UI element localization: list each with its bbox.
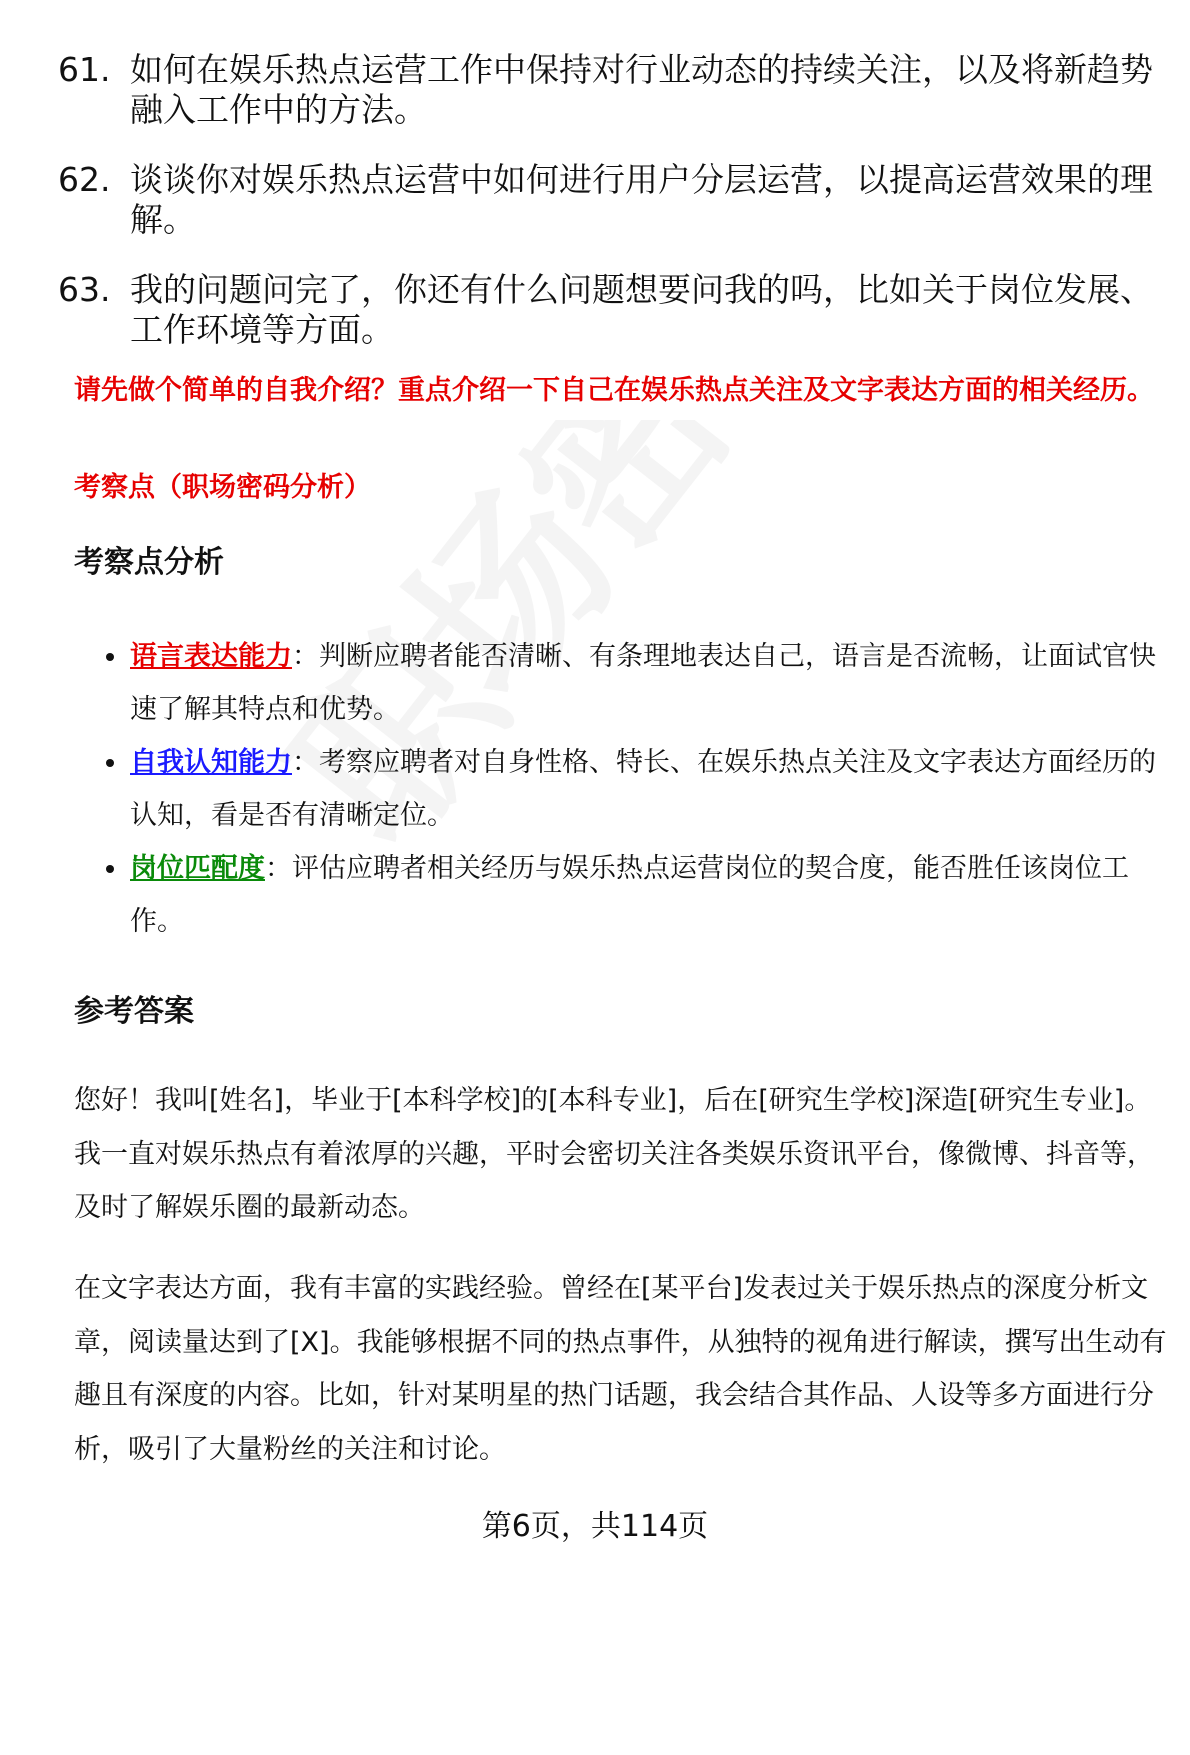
analysis-list	[98, 630, 1158, 948]
question-number: 63.	[58, 270, 111, 309]
assessment-label: 考察点（职场密码分析）	[74, 472, 371, 503]
question-item-62	[58, 160, 1158, 240]
question-text: 我的问题问完了，你还有什么问题想要问我的吗，比如关于岗位发展、工作环境等方面。	[130, 270, 1153, 349]
analysis-item-text: ：评估应聘者相关经历与娱乐热点运营岗位的契合度，能否胜任该岗位工作。	[130, 853, 1129, 937]
analysis-item-label: 岗位匹配度	[130, 853, 265, 884]
question-number: 61.	[58, 50, 111, 89]
analysis-item-text: ：考察应聘者对自身性格、特长、在娱乐热点关注及文字表达方面经历的认知，看是否有清晰定位。	[130, 747, 1156, 831]
featured-question: 请先做个简单的自我介绍？重点介绍一下自己在娱乐热点关注及文字表达方面的相关经历。	[74, 375, 1154, 406]
analysis-item-label: 自我认知能力	[130, 747, 292, 778]
analysis-item-label: 语言表达能力	[130, 641, 292, 672]
question-text: 如何在娱乐热点运营工作中保持对行业动态的持续关注，以及将新趋势融入工作中的方法。	[130, 50, 1153, 129]
analysis-item-self-awareness	[98, 736, 1158, 842]
answer-paragraph-2: 在文字表达方面，我有丰富的实践经验。曾经在[某平台]发表过关于娱乐热点的深度分析文章，阅读量达到了[X]。我能够根据不同的热点事件，从独特的视角进行解读，撰写出生动有趣且有深度的内容。比如，针对某明星的热门话题，我会结合其作品、人设等多方面进行分析，吸引了大量粉丝的关注和讨论。	[74, 1273, 1167, 1465]
question-number: 62.	[58, 160, 111, 199]
page-indicator: 第6页，共114页	[481, 1509, 709, 1544]
bullet-icon	[106, 865, 114, 873]
analysis-heading: 考察点分析	[74, 545, 224, 580]
bullet-icon	[106, 759, 114, 767]
question-item-61	[58, 50, 1158, 130]
analysis-item-language	[98, 630, 1158, 736]
analysis-item-text: ：判断应聘者能否清晰、有条理地表达自己，语言是否流畅，让面试官快速了解其特点和优势。	[130, 641, 1156, 725]
answer-heading: 参考答案	[74, 994, 194, 1029]
answer-paragraph-1: 您好！我叫[姓名]，毕业于[本科学校]的[本科专业]，后在[研究生学校]深造[研究生专业]。我一直对娱乐热点有着浓厚的兴趣，平时会密切关注各类娱乐资讯平台，像微博、抖音等，及时了解娱乐圈的最新动态。	[74, 1085, 1154, 1223]
bullet-icon	[106, 653, 114, 661]
analysis-item-job-fit	[98, 842, 1158, 948]
question-text: 谈谈你对娱乐热点运营中如何进行用户分层运营，以提高运营效果的理解。	[130, 160, 1153, 239]
question-item-63	[58, 270, 1158, 350]
